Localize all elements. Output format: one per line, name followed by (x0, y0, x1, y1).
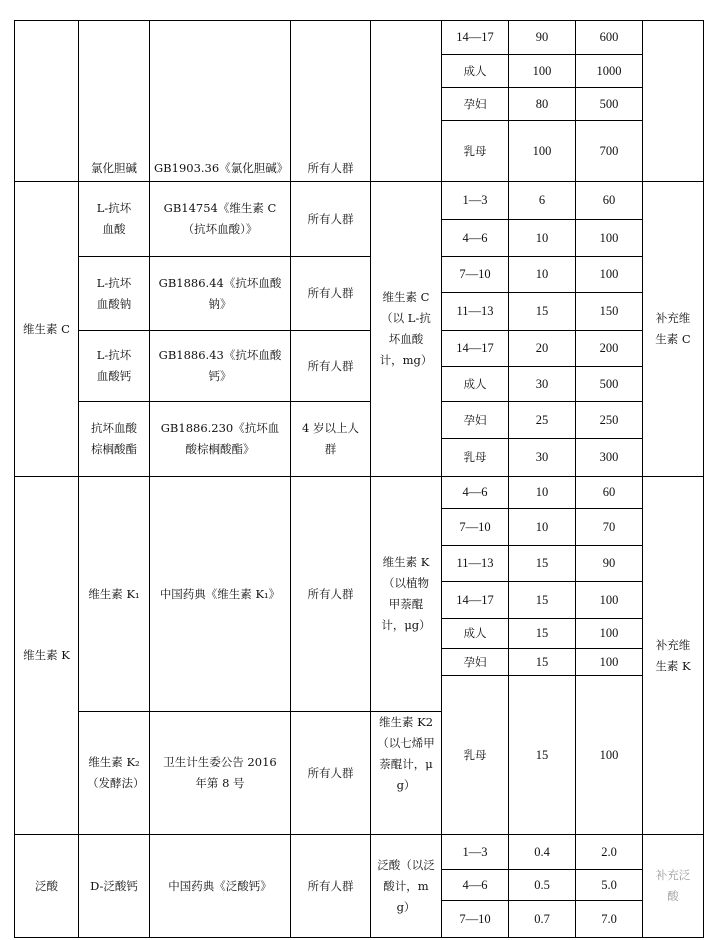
compound-name: L-抗坏血酸钙 (96, 348, 132, 383)
population: 所有人群 (307, 586, 354, 601)
age-group: 4—6 (462, 877, 488, 892)
max-value: 600 (599, 29, 619, 44)
population: 所有人群 (307, 878, 354, 893)
max-value: 60 (602, 193, 616, 207)
nutrient-name: 维生素 K (23, 648, 70, 662)
max-value: 150 (599, 304, 619, 318)
standard-ref: GB1886.44《抗坏血酸钠》 (158, 275, 282, 311)
unit-description: 维生素 C（以 L-抗坏血酸计，mg） (379, 290, 433, 367)
min-value: 0.7 (534, 911, 550, 926)
nutrient-name: 维生素 C (23, 321, 70, 336)
min-value: 100 (532, 143, 552, 158)
age-group: 14—17 (456, 592, 494, 607)
max-value: 100 (599, 230, 619, 245)
age-group: 11—13 (456, 304, 494, 318)
unit-description: 泛酸（以泛酸计，mg） (377, 857, 435, 914)
min-value: 10 (535, 230, 549, 245)
min-value: 80 (535, 96, 549, 111)
table-border (703, 20, 704, 938)
min-value: 100 (532, 63, 552, 78)
min-value: 0.5 (534, 877, 550, 892)
standard-ref: GB1886.43《抗坏血酸钙》 (158, 348, 282, 383)
purpose: 补充维生素 C (655, 311, 691, 346)
age-group: 乳母 (463, 143, 487, 158)
age-group: 成人 (463, 63, 487, 78)
age-group: 11—13 (456, 556, 494, 570)
standard-ref: GB1903.36《氯化胆碱》 (154, 161, 289, 175)
max-value: 200 (599, 341, 619, 355)
min-value: 20 (535, 341, 549, 355)
min-value: 15 (535, 592, 549, 607)
age-group: 孕妇 (463, 412, 487, 427)
min-value: 6 (538, 193, 546, 207)
max-value: 500 (599, 96, 619, 111)
age-group: 4—6 (462, 230, 488, 245)
max-value: 90 (602, 556, 616, 570)
population: 所有人群 (307, 211, 354, 226)
compound-name: L-抗坏血酸钠 (96, 275, 132, 311)
min-value: 10 (535, 519, 549, 534)
max-value: 700 (599, 143, 619, 158)
population: 所有人群 (307, 286, 354, 300)
population: 所有人群 (307, 161, 354, 175)
compound-name: L-抗坏血酸 (96, 201, 132, 236)
max-value: 2.0 (601, 844, 617, 859)
max-value: 100 (599, 267, 619, 281)
compound-name: 抗坏血酸棕榈酸酯 (91, 421, 137, 456)
max-value: 1000 (596, 63, 622, 78)
standard-ref: 中国药典《泛酸钙》 (168, 878, 272, 893)
table-border (14, 937, 704, 938)
max-value: 250 (599, 412, 619, 427)
max-value: 70 (602, 519, 616, 534)
standard-ref: GB1886.230《抗坏血酸棕榈酸酯》 (160, 421, 280, 456)
age-group: 4—6 (462, 485, 488, 499)
max-value: 100 (599, 654, 619, 669)
compound-name: 维生素 K₁ (88, 586, 140, 601)
min-value: 15 (535, 654, 549, 669)
max-value: 60 (602, 485, 616, 499)
standard-ref: GB14754《维生素 C（抗坏血酸）》 (163, 201, 277, 236)
min-value: 30 (535, 376, 549, 391)
age-group: 7—10 (459, 519, 491, 534)
age-group: 孕妇 (463, 654, 487, 669)
max-value: 100 (599, 592, 619, 607)
min-value: 10 (535, 485, 549, 499)
age-group: 成人 (463, 376, 487, 391)
max-value: 300 (599, 450, 619, 464)
max-value: 100 (599, 747, 619, 762)
min-value: 30 (535, 450, 549, 464)
standard-ref: 卫生计生委公告 2016 年第 8 号 (163, 755, 277, 790)
max-value: 100 (599, 626, 619, 640)
population: 所有人群 (307, 765, 354, 780)
compound-name: D-泛酸钙 (90, 878, 138, 893)
min-value: 90 (535, 29, 549, 44)
min-value: 15 (535, 626, 549, 640)
age-group: 14—17 (456, 341, 494, 355)
population: 所有人群 (307, 358, 354, 373)
nutrient-name: 泛酸 (35, 878, 58, 893)
min-value: 15 (535, 747, 549, 762)
population: 4 岁以上人群 (302, 421, 359, 456)
max-value: 5.0 (601, 877, 617, 892)
max-value: 7.0 (601, 911, 617, 926)
age-group: 孕妇 (463, 96, 487, 111)
age-group: 乳母 (463, 747, 487, 762)
unit-description: 维生素 K2（以七烯甲萘醌计，μg） (377, 715, 435, 792)
compound-name: 氯化胆碱 (91, 161, 137, 175)
min-value: 0.4 (534, 844, 550, 859)
age-group: 14—17 (456, 29, 494, 44)
age-group: 7—10 (459, 267, 491, 281)
age-group: 乳母 (463, 450, 487, 464)
age-group: 1—3 (462, 193, 488, 207)
purpose: 补充泛酸 (655, 868, 691, 903)
standard-ref: 中国药典《维生素 K₁》 (159, 586, 281, 601)
unit-description: 维生素 K（以植物甲萘醌计，μg） (381, 555, 431, 632)
age-group: 7—10 (459, 911, 491, 926)
min-value: 15 (535, 304, 549, 318)
age-group: 1—3 (462, 844, 488, 859)
compound-name: 维生素 K₂（发酵法） (87, 755, 145, 790)
min-value: 25 (535, 412, 549, 427)
min-value: 10 (535, 267, 549, 281)
max-value: 500 (599, 376, 619, 391)
purpose: 补充维生素 K (655, 637, 691, 673)
min-value: 15 (535, 556, 549, 570)
age-group: 成人 (463, 626, 487, 640)
